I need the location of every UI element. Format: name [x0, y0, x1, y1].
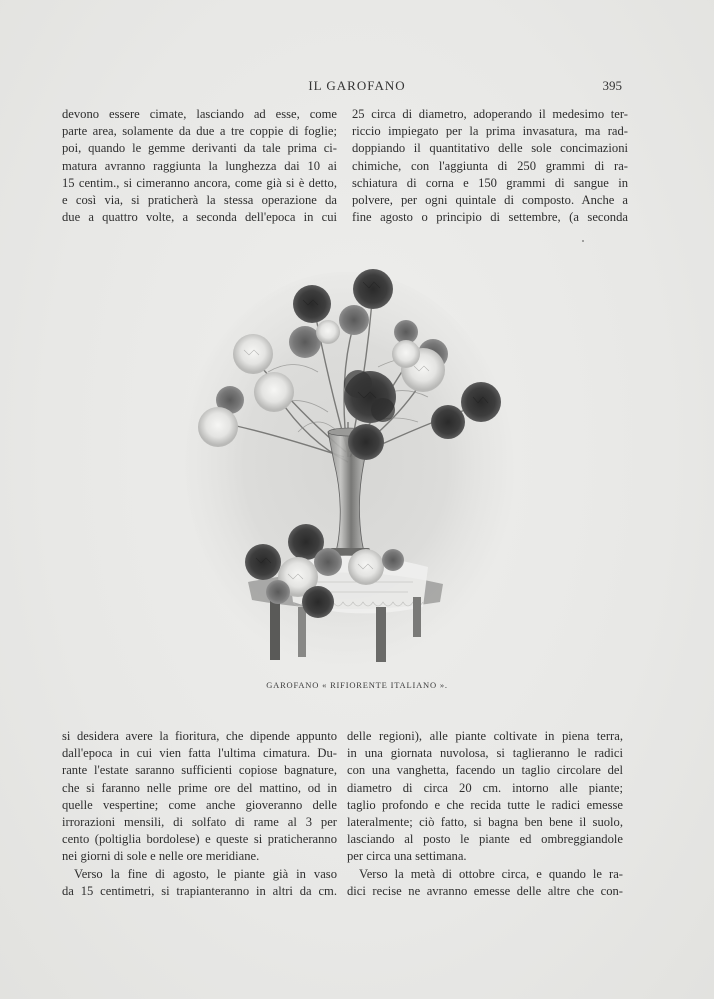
text-line: lasciando al posto le piante ed ombreggiandole: [347, 832, 623, 847]
figure-caption: GAROFANO « RIFIORENTE ITALIANO ».: [266, 680, 448, 690]
text-line: dall'epoca in cui vien fatta l'ultima cimatura. Du-: [62, 746, 337, 761]
text-line: devono essere cimate, lasciando ad esse, come: [62, 107, 337, 121]
text-line: poi, quando le gemme derivanti da tale prima ci-: [62, 141, 337, 156]
text-column-top-right: [352, 106, 628, 226]
text-line: irrorazioni mensili, di solfato di rame al 3 per: [62, 814, 337, 829]
print-speck: [582, 240, 584, 242]
text-line: Verso la fine di agosto, le piante già in vaso: [74, 866, 337, 881]
text-line: riccio impiegato per la prima invasatura, ma rad-: [352, 124, 628, 139]
text-column-top-left: [62, 106, 337, 226]
text-line: che si faranno nelle prime ore del mattino, od in: [62, 780, 337, 795]
text-line: matura avranno raggiunta la lunghezza dai 10 ai: [62, 158, 337, 173]
text-line: doppiando il quantitativo delle sole concimazioni: [352, 141, 628, 156]
text-line: 15 centim., si cimeranno ancora, come già si è detto,: [62, 175, 337, 190]
text-line: rante l'estate saranno sufficienti copiose bagnature,: [62, 763, 337, 778]
text-line: cento (poltiglia bordolese) e queste si praticheranno: [62, 832, 337, 847]
text-line: quelle vespertine; come anche gioveranno delle: [62, 797, 337, 812]
text-line: delle regioni), alle piante coltivate in piena terra,: [347, 729, 623, 743]
text-line: nei giorni di sole e nelle ore meridiane.: [62, 849, 260, 864]
text-line: diametro di circa 20 cm. intorno alle piante;: [347, 780, 623, 795]
carnation-photograph: [178, 262, 514, 667]
text-line: schiatura di corna e 150 grammi di sangue in: [352, 175, 628, 190]
text-line: si desidera avere la fioritura, che dipende appunto: [62, 729, 337, 743]
text-line: per circa una settimana.: [347, 849, 467, 864]
text-line: Verso la metà di ottobre circa, e quando le ra-: [359, 866, 623, 881]
text-line: con una vanghetta, facendo un taglio circolare del: [347, 763, 623, 778]
text-line: e così via, si praticherà la stessa operazione da: [62, 192, 337, 207]
text-line: polvere, per ogni quintale di composto. Anche a: [352, 192, 628, 207]
text-line: lateralmente; ciò fatto, si bagna ben bene il suolo,: [347, 814, 623, 829]
text-line: fine agosto o principio di settembre, (a seconda: [352, 210, 628, 225]
text-line: taglio profondo e che recida tutte le radici emesse: [347, 797, 623, 812]
text-column-bottom-right: [347, 728, 623, 900]
text-line: 25 circa di diametro, adoperando il medesimo ter-: [352, 107, 628, 121]
text-line: da 15 centimetri, si trapianteranno in altri da cm.: [62, 883, 337, 898]
text-line: dici recise ne avranno emesse delle altre che con-: [347, 883, 623, 898]
carnation-vase-illustration: [178, 262, 514, 667]
running-title: IL GAROFANO: [308, 78, 406, 93]
text-column-bottom-left: [62, 728, 337, 900]
page-number: 395: [602, 78, 622, 93]
text-line: parte area, solamente da due a tre coppie di foglie;: [62, 124, 337, 139]
text-line: due a quattro volte, a seconda dell'epoca in cui: [62, 210, 337, 225]
text-line: in una giornata nuvolosa, si taglieranno le radici: [347, 746, 623, 761]
text-line: chimiche, con l'aggiunta di 250 grammi di ra-: [352, 158, 628, 173]
